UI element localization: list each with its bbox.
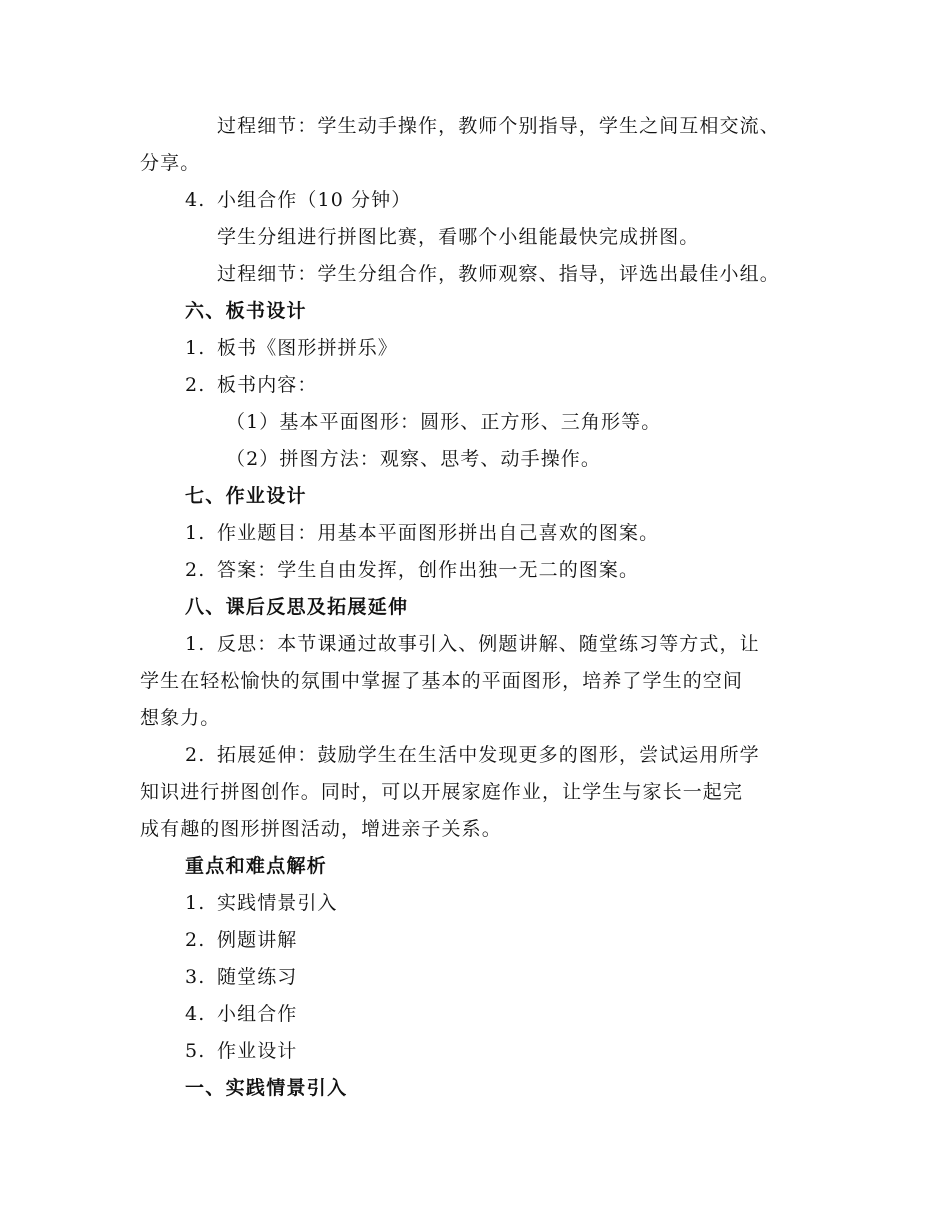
paragraph-line: 想象力。	[140, 707, 221, 729]
list-item	[0, 552, 950, 589]
list-item-text: 作业设计	[217, 1040, 298, 1062]
list-item-text: 板书内容：	[217, 374, 318, 396]
list-number: 5.	[185, 1040, 206, 1062]
list-item	[0, 996, 950, 1033]
list-number: 2.	[185, 559, 206, 581]
list-item-text: 实践情景引入	[217, 892, 338, 914]
list-item-text: 拓展延伸：鼓励学生在生活中发现更多的图形，尝试运用所学	[217, 744, 760, 766]
list-item	[0, 885, 950, 922]
list-item-text: 反思：本节课通过故事引入、例题讲解、随堂练习等方式，让	[217, 633, 760, 655]
paragraph-line: 学生在轻松愉快的氛围中掌握了基本的平面图形，培养了学生的空间	[140, 670, 744, 692]
section-heading: 八、课后反思及拓展延伸	[185, 596, 409, 618]
paragraph-line: 知识进行拼图创作。同时，可以开展家庭作业，让学生与家长一起完	[140, 781, 744, 803]
sub-list-item: （2）拼图方法：观察、思考、动手操作。	[226, 448, 601, 470]
list-item	[0, 959, 950, 996]
list-number: 1.	[185, 892, 206, 914]
section-heading: 一、实践情景引入	[185, 1077, 348, 1099]
list-item-text: 答案：学生自由发挥，创作出独一无二的图案。	[217, 559, 640, 581]
list-item	[0, 626, 950, 663]
list-number: 1.	[185, 633, 206, 655]
paragraph-line: 学生分组进行拼图比赛，看哪个小组能最快完成拼图。	[217, 226, 700, 248]
list-number: 4.	[185, 189, 206, 211]
list-item	[0, 367, 950, 404]
list-item	[0, 330, 950, 367]
list-item	[0, 1033, 950, 1070]
list-item	[0, 182, 950, 219]
paragraph-line: 成有趣的图形拼图活动，增进亲子关系。	[140, 818, 502, 840]
sub-list-item: （1）基本平面图形：圆形、正方形、三角形等。	[226, 411, 662, 433]
list-number: 2.	[185, 929, 206, 951]
section-heading: 六、板书设计	[185, 300, 307, 322]
section-heading: 七、作业设计	[185, 485, 307, 507]
paragraph-line: 过程细节：学生分组合作，教师观察、指导，评选出最佳小组。	[217, 263, 780, 285]
list-number: 1.	[185, 337, 206, 359]
list-item	[0, 922, 950, 959]
paragraph-line: 过程细节：学生动手操作，教师个别指导，学生之间互相交流、	[217, 115, 780, 137]
list-item-text: 小组合作（10 分钟）	[217, 189, 412, 211]
list-number: 2.	[185, 374, 206, 396]
section-heading: 重点和难点解析	[185, 855, 328, 877]
list-item-text: 小组合作	[217, 1003, 298, 1025]
list-number: 1.	[185, 522, 206, 544]
list-item-text: 作业题目：用基本平面图形拼出自己喜欢的图案。	[217, 522, 660, 544]
list-number: 4.	[185, 1003, 206, 1025]
list-number: 3.	[185, 966, 206, 988]
list-number: 2.	[185, 744, 206, 766]
list-item	[0, 515, 950, 552]
list-item-text: 随堂练习	[217, 966, 298, 988]
list-item-text: 例题讲解	[217, 929, 298, 951]
list-item-text: 板书《图形拼拼乐》	[217, 337, 398, 359]
list-item	[0, 737, 950, 774]
paragraph-line: 分享。	[140, 152, 201, 174]
